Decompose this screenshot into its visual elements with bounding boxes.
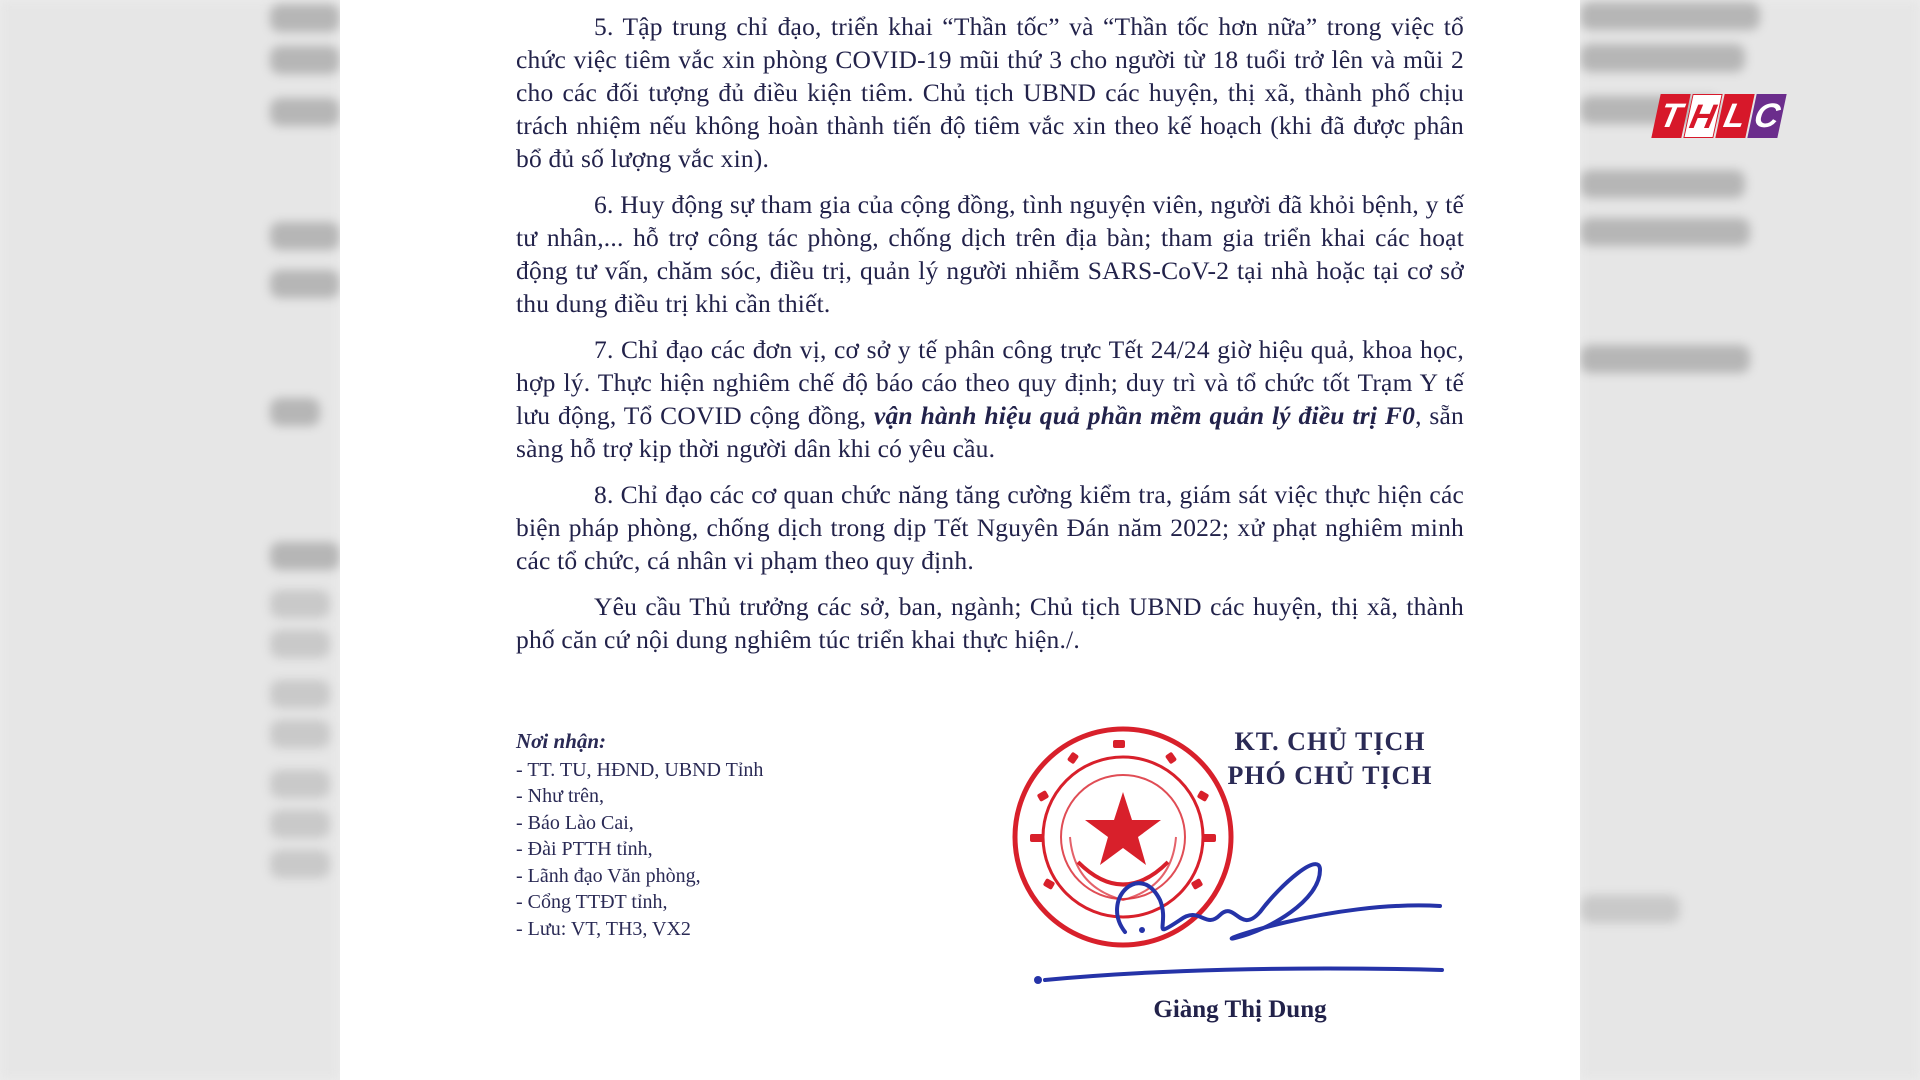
recipient-item: - TT. TU, HĐND, UBND Tỉnh: [516, 757, 936, 784]
signature-block: [1150, 725, 1510, 793]
recipients-block: [516, 728, 936, 942]
recipient-item: - Cổng TTĐT tỉnh,: [516, 889, 936, 916]
recipient-item: - Lưu: VT, TH3, VX2: [516, 916, 936, 943]
signer-title-line2: PHÓ CHỦ TỊCH: [1227, 761, 1433, 790]
recipients-label: Nơi nhận:: [516, 729, 607, 753]
paragraph-7: [516, 333, 1464, 465]
recipient-item: - Báo Lào Cai,: [516, 810, 936, 837]
paragraph-7-emphasis: vận hành hiệu quả phần mềm quản lý điều trị F0: [873, 401, 1416, 430]
recipient-item: - Như trên,: [516, 783, 936, 810]
signer-title-line1: KT. CHỦ TỊCH: [1234, 727, 1426, 756]
closing-request: Yêu cầu Thủ trưởng các sở, ban, ngành; Chủ tịch UBND các huyện, thị xã, thành phố căn cứ nội dung nghiêm túc triển khai thực hiện./.: [516, 592, 1464, 654]
document-body: [516, 10, 1464, 669]
recipient-item: - Đài PTTH tỉnh,: [516, 836, 936, 863]
thlc-logo: [1654, 94, 1784, 138]
paragraph-6: 6. Huy động sự tham gia của cộng đồng, tình nguyện viên, người đã khỏi bệnh, y tế tư nhân,... hỗ trợ công tác phòng, chống dịch trên địa bàn; tham gia triển khai các hoạt động tư vấn, chăm sóc, điều trị, quản lý người nhiễm SARS-CoV-2 tại nhà hoặc tại cơ sở thu dung điều trị khi cần thiết.: [516, 190, 1464, 318]
logo-letter-c: C: [1747, 94, 1786, 138]
signer-name: Giàng Thị Dung: [1153, 996, 1327, 1023]
recipients-list: [516, 757, 936, 943]
blurred-background-left: [0, 0, 340, 1080]
handwritten-signature-icon: [1030, 820, 1450, 990]
paragraph-5: 5. Tập trung chỉ đạo, triển khai “Thần tốc” và “Thần tốc hơn nữa” trong việc tổ chức việc tiêm vắc xin phòng COVID-19 mũi thứ 3 cho người từ 18 tuổi trở lên và mũi 2 cho các đối tượng đủ điều kiện tiêm. Chủ tịch UBND các huyện, thị xã, thành phố chịu trách nhiệm nếu không hoàn thành tiến độ tiêm vắc xin theo kế hoạch (khi đã được phân bổ đủ số lượng vắc xin).: [516, 12, 1464, 173]
recipient-item: - Lãnh đạo Văn phòng,: [516, 863, 936, 890]
logo-letter-l: L: [1715, 94, 1754, 138]
paragraph-8: 8. Chỉ đạo các cơ quan chức năng tăng cường kiểm tra, giám sát việc thực hiện các biện pháp phòng, chống dịch trong dịp Tết Nguyên Đán năm 2022; xử phạt nghiêm minh các tổ chức, cá nhân vi phạm theo quy định.: [516, 480, 1464, 575]
blurred-background-right: [1580, 0, 1920, 1080]
paragraph-7-text: 7. Chỉ đạo các đơn vị, cơ sở y tế phân công trực Tết 24/24 giờ hiệu quả, khoa học, hợp lý. Thực hiện nghiêm chế độ báo cáo theo quy định; duy trì và tổ chức tốt Trạm Y tế lưu động, Tổ COVID cộng đồng,: [516, 335, 1464, 430]
logo-letter-h: H: [1683, 94, 1722, 138]
document-page: [340, 0, 1580, 1080]
paragraph-7-tail: , sẵn sàng hỗ trợ kịp thời người dân khi có yêu cầu.: [516, 401, 1464, 463]
logo-letter-t: T: [1651, 94, 1690, 138]
